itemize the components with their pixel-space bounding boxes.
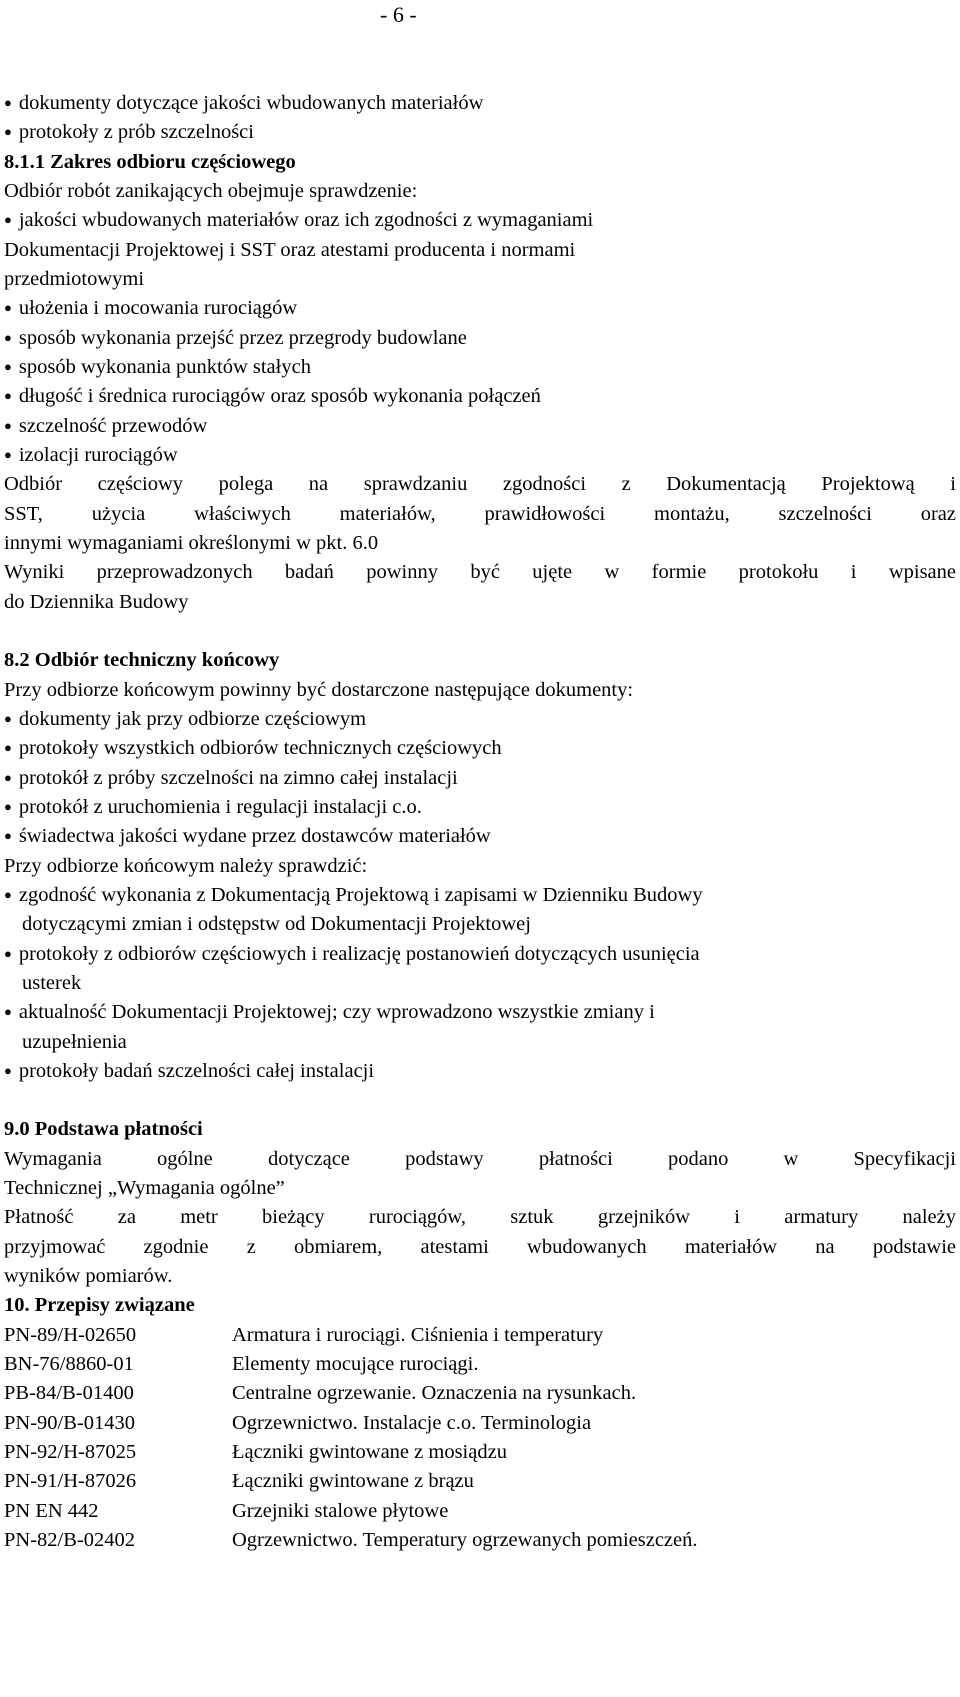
list-item: ● świadectwa jakości wydane przez dostawców materiałów [4, 824, 491, 850]
list-item: ● sposób wykonania punktów stałych [4, 355, 311, 381]
standard-code: PB-84/B-01400 [4, 1382, 134, 1404]
section-heading-9-0: 9.0 Podstawa płatności [4, 1118, 203, 1140]
list-item-continuation: usterek [22, 972, 82, 994]
standard-title: Armatura i rurociągi. Ciśnienia i temperatury [232, 1324, 604, 1346]
paragraph-line: Wyniki przeprowadzonych badań powinny być ujęte w formie protokołu i wpisane [4, 561, 956, 583]
standard-title: Ogrzewnictwo. Instalacje c.o. Terminologia [232, 1412, 592, 1434]
section-heading-8-2: 8.2 Odbiór techniczny końcowy [4, 649, 280, 671]
standard-title: Elementy mocujące rurociągi. [232, 1353, 479, 1375]
list-item-continuation: przedmiotowymi [4, 268, 145, 290]
paragraph-line: Płatność za metr bieżący rurociągów, sztuk grzejników i armatury należy [4, 1206, 956, 1228]
paragraph-line: Technicznej „Wymagania ogólne” [4, 1177, 285, 1199]
standard-code: PN-90/B-01430 [4, 1412, 135, 1434]
standard-title: Łączniki gwintowane z mosiądzu [232, 1441, 507, 1463]
list-item: ● sposób wykonania przejść przez przegrody budowlane [4, 326, 467, 352]
paragraph-line: Odbiór częściowy polega na sprawdzaniu zgodności z Dokumentacją Projektową i [4, 473, 956, 495]
standard-code: PN-91/H-87026 [4, 1470, 137, 1492]
list-item: ● ułożenia i mocowania rurociągów [4, 296, 297, 322]
list-item: ● protokół z próby szczelności na zimno całej instalacji [4, 766, 458, 792]
list-item: ● protokoły z odbiorów częściowych i realizację postanowień dotyczących usunięcia [4, 942, 700, 968]
list-item: ● protokoły badań szczelności całej instalacji [4, 1059, 374, 1085]
list-item: ● jakości wbudowanych materiałów oraz ich zgodności z wymaganiami [4, 208, 593, 234]
page-number: - 6 - [380, 2, 417, 27]
standard-title: Łączniki gwintowane z brązu [232, 1470, 474, 1492]
list-item: ● protokół z uruchomienia i regulacji instalacji c.o. [4, 795, 422, 821]
list-item: ● protokoły wszystkich odbiorów technicznych częściowych [4, 736, 502, 762]
standard-code: PN-89/H-02650 [4, 1324, 137, 1346]
paragraph-line: do Dziennika Budowy [4, 591, 189, 613]
section-heading-10: 10. Przepisy związane [4, 1294, 195, 1316]
list-item-continuation: dotyczącymi zmian i odstępstw od Dokumentacji Projektowej [22, 913, 531, 935]
standard-code: BN-76/8860-01 [4, 1353, 134, 1375]
list-item-continuation: Dokumentacji Projektowej i SST oraz atestami producenta i normami [4, 239, 576, 261]
paragraph-line: innymi wymaganiami określonymi w pkt. 6.0 [4, 532, 379, 554]
paragraph: Przy odbiorze końcowym należy sprawdzić: [4, 855, 368, 877]
paragraph-line: przyjmować zgodnie z obmiarem, atestami wbudowanych materiałów na podstawie [4, 1236, 956, 1258]
standard-code: PN-82/B-02402 [4, 1529, 135, 1551]
standard-title: Grzejniki stalowe płytowe [232, 1500, 449, 1522]
list-item: ● dokumenty jak przy odbiorze częściowym [4, 707, 366, 733]
paragraph-line: SST, użycia właściwych materiałów, prawidłowości montażu, szczelności oraz [4, 503, 956, 525]
list-item: ● szczelność przewodów [4, 414, 207, 440]
paragraph: Przy odbiorze końcowym powinny być dostarczone następujące dokumenty: [4, 679, 634, 701]
list-item: ● zgodność wykonania z Dokumentacją Projektową i zapisami w Dzienniku Budowy [4, 883, 703, 909]
list-item: ● protokoły z prób szczelności [4, 120, 254, 146]
standard-title: Centralne ogrzewanie. Oznaczenia na rysunkach. [232, 1382, 637, 1404]
paragraph: Odbiór robót zanikających obejmuje sprawdzenie: [4, 180, 418, 202]
list-item: ● izolacji rurociągów [4, 443, 178, 469]
paragraph-line: Wymagania ogólne dotyczące podstawy płatności podano w Specyfikacji [4, 1148, 956, 1170]
section-heading-8-1-1: 8.1.1 Zakres odbioru częściowego [4, 151, 296, 173]
standard-code: PN-92/H-87025 [4, 1441, 137, 1463]
list-item: ● aktualność Dokumentacji Projektowej; czy wprowadzono wszystkie zmiany i [4, 1000, 655, 1026]
standard-title: Ogrzewnictwo. Temperatury ogrzewanych pomieszczeń. [232, 1529, 698, 1551]
paragraph-line: wyników pomiarów. [4, 1265, 173, 1287]
list-item: ● długość i średnica rurociągów oraz sposób wykonania połączeń [4, 384, 541, 410]
list-item: ● dokumenty dotyczące jakości wbudowanych materiałów [4, 91, 483, 117]
list-item-continuation: uzupełnienia [22, 1031, 127, 1053]
standard-code: PN EN 442 [4, 1500, 99, 1522]
